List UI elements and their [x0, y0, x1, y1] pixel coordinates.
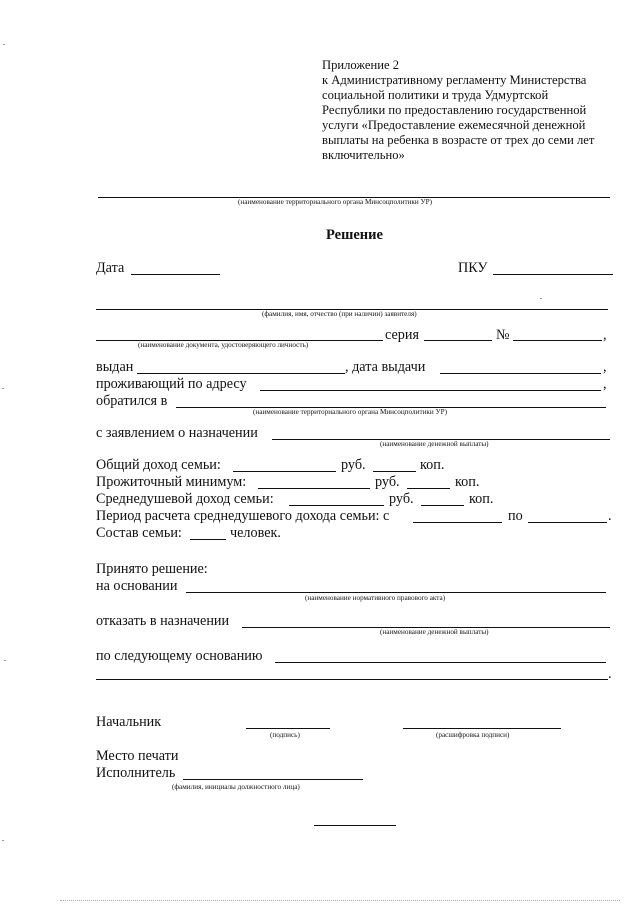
number-label: № — [496, 327, 510, 343]
document-caption: (наименование документа, удостоверяющего личность) — [138, 341, 309, 349]
period-to-field[interactable] — [528, 522, 607, 523]
appendix-block — [322, 58, 622, 163]
address-field[interactable] — [260, 390, 601, 391]
comma: , — [603, 359, 607, 375]
legal-act-field[interactable] — [186, 592, 606, 593]
decryption-caption: (расшифровка подписи) — [436, 731, 510, 739]
appendix-line: выплаты на ребенка в возрасте от трех до семи лет — [322, 133, 595, 147]
issue-date-field[interactable] — [440, 373, 601, 374]
scan-edge — [60, 900, 620, 901]
kop-label: коп. — [420, 457, 445, 473]
reason-continuation-field[interactable] — [96, 679, 608, 680]
number-field[interactable] — [513, 340, 602, 341]
organ-caption: (наименование территориального органа Минсоцполитики УР) — [253, 408, 448, 416]
appendix-line: Приложение 2 — [322, 58, 400, 72]
reason-dot: . — [608, 666, 612, 682]
rub-label: руб. — [341, 457, 366, 473]
signature-caption: (подпись) — [270, 731, 300, 739]
decision-label: Принято решение: — [96, 561, 208, 577]
decryption-field[interactable] — [403, 728, 561, 729]
chief-label: Начальник — [96, 714, 162, 730]
legal-act-caption: (наименование нормативного правового акта) — [305, 594, 446, 602]
scan-speck — [540, 298, 542, 299]
subsistence-kop-field[interactable] — [407, 488, 450, 489]
executor-field[interactable] — [183, 779, 363, 780]
end-divider — [314, 825, 396, 826]
appendix-line: включительно» — [322, 148, 405, 162]
scan-speck — [3, 44, 5, 45]
avg-income-label: Среднедушевой доход семьи: — [96, 491, 274, 507]
applicant-caption: (фамилия, имя, отчество (при наличии) заявителя) — [262, 310, 417, 318]
rub-label: руб. — [375, 474, 400, 490]
scan-speck — [2, 840, 4, 841]
residing-label: проживающий по адресу — [96, 376, 247, 392]
period-label: Период расчета среднедушевого дохода семьи: с — [96, 508, 390, 524]
subsistence-rub-field[interactable] — [258, 488, 370, 489]
period-from-field[interactable] — [413, 522, 502, 523]
period-dot: . — [608, 508, 612, 524]
income-kop-field[interactable] — [373, 471, 416, 472]
period-to-label: по — [508, 508, 523, 524]
issued-by-field[interactable] — [137, 373, 345, 374]
avg-income-kop-field[interactable] — [421, 505, 464, 506]
appendix-line: к Административному регламенту Министерства — [322, 73, 587, 87]
reason-field[interactable] — [275, 662, 606, 663]
pku-field[interactable] — [493, 274, 613, 275]
issued-label: выдан — [96, 359, 134, 375]
subsistence-label: Прожиточный минимум: — [96, 474, 247, 490]
comma: , — [603, 327, 607, 343]
executor-caption: (фамилия, инициалы должностного лица) — [172, 783, 300, 791]
seal-label: Место печати — [96, 748, 179, 764]
appendix-line: социальной политики и труда Удмуртской — [322, 88, 549, 102]
organ-name-caption: (наименование территориального органа Минсоцполитики УР) — [238, 198, 433, 206]
series-label: серия — [385, 327, 419, 343]
applied-to-label: обратился в — [96, 393, 168, 409]
scan-speck — [2, 388, 4, 389]
application-label: с заявлением о назначении — [96, 425, 258, 441]
avg-income-rub-field[interactable] — [289, 505, 384, 506]
page-title: Решение — [326, 227, 383, 243]
family-label: Состав семьи: — [96, 525, 182, 541]
family-count-field[interactable] — [190, 539, 226, 540]
reason-label: по следующему основанию — [96, 648, 263, 664]
scan-speck — [4, 660, 6, 661]
income-rub-field[interactable] — [233, 471, 336, 472]
refused-payment-caption: (наименование денежной выплаты) — [380, 628, 489, 636]
pku-label: ПКУ — [458, 260, 488, 276]
date-field[interactable] — [131, 274, 220, 275]
refuse-label: отказать в назначении — [96, 613, 230, 629]
issue-date-label: , дата выдачи — [345, 359, 426, 375]
payment-caption: (наименование денежной выплаты) — [380, 440, 489, 448]
basis-label: на основании — [96, 578, 178, 594]
kop-label: коп. — [469, 491, 494, 507]
rub-label: руб. — [389, 491, 414, 507]
kop-label: коп. — [455, 474, 480, 490]
comma: , — [603, 376, 607, 392]
executor-label: Исполнитель — [96, 765, 176, 781]
signature-field[interactable] — [246, 728, 330, 729]
date-label: Дата — [96, 260, 125, 276]
appendix-line: услуги «Предоставление ежемесячной денежной — [322, 118, 586, 132]
income-label: Общий доход семьи: — [96, 457, 221, 473]
series-field[interactable] — [424, 340, 492, 341]
persons-label: человек. — [230, 525, 281, 541]
appendix-line: Республики по предоставлению государственной — [322, 103, 587, 117]
